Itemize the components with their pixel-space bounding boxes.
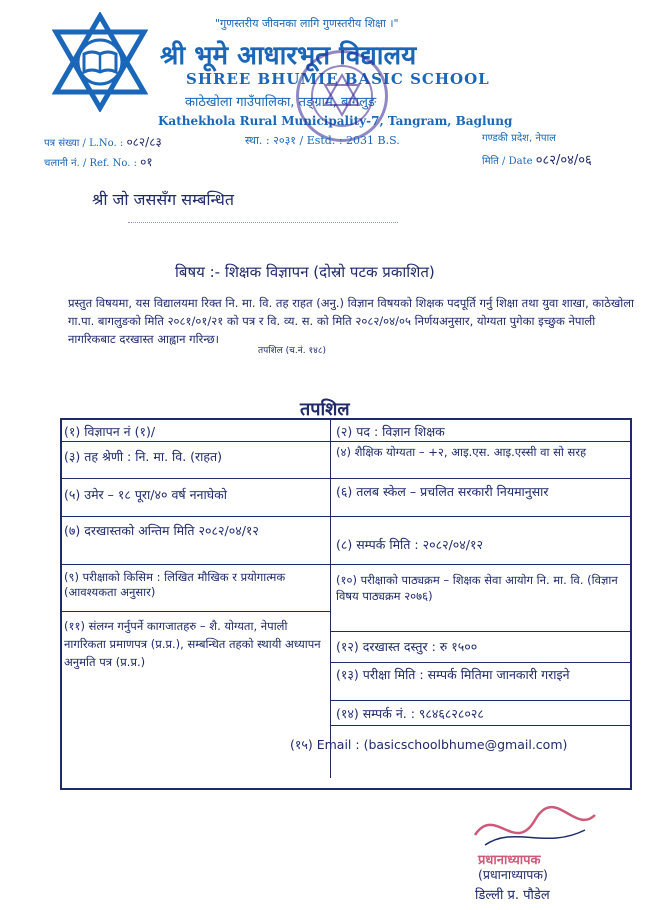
row-divider [330,631,630,632]
row-divider [330,725,630,726]
table-cell: (१०) परीक्षाको पाठ्यक्रम – शिक्षक सेवा आयोग नि. मा. वि. (विज्ञान विषय पाठ्यक्रम २०७६) [336,573,618,603]
date-line [482,150,592,168]
table-cell: (५) उमेर – १८ पूरा/४० वर्ष ननाघेको [64,487,227,502]
established-year: स्था. : २०३१ / Estd. : 2031 B.S. [245,134,400,147]
table-cell: (१४) सम्पर्क नं. : ९८४६८२८०२८ [336,706,484,721]
row-divider [60,611,330,612]
date-label: मिति / Date [482,156,533,167]
row-divider [60,478,630,479]
school-name-nepali: श्री भूमे आधारभूत विद्यालय [160,41,417,71]
row-divider [330,700,630,701]
body-note: तपशिल (च.नं. १४८) [258,346,327,356]
principal-role: (प्रधानाध्यापक) [478,867,548,882]
principal-stamp-title: प्रधानाध्यापक [478,853,541,868]
addressee: श्री जो जससँग सम्बन्धित [92,190,234,209]
table-cell: (२) पद : विज्ञान शिक्षक [336,424,445,439]
subject-line: बिषय :- शिक्षक विज्ञापन (दोस्रो पटक प्रकाशित) [175,263,435,281]
school-logo-icon [52,12,148,112]
table-cell: (१३) परीक्षा मिति : सम्पर्क मितिमा जानकारी गराइने [336,667,570,682]
address-english: Kathekhola Rural Municipality-7, Tangram, Baglung [158,114,513,128]
seal-icon [299,53,385,139]
table-cell: (८) सम्पर्क मिति : २०८२/०४/१२ [336,537,483,552]
table-cell: (१) विज्ञापन नं (१)/ [64,424,156,439]
reference-block [44,133,162,173]
table-heading: तपशिल [300,399,350,420]
province: गण्डकी प्रदेश, नेपाल [482,133,556,144]
details-table [60,418,632,790]
table-cell: (१२) दरखास्त दस्तुर : रु १५०० [336,639,478,654]
row-divider [60,516,630,517]
motto: "गुणस्तरीय जीवनका लागि गुणस्तरीय शिक्षा ।" [215,17,399,30]
row-divider [60,564,630,565]
principal-name: डिल्ली प्र. पौडेल [475,888,550,903]
column-divider [330,418,331,778]
table-cell: (१५) Email : (basicschoolbhume@gmail.com) [290,737,568,752]
dotted-line [128,216,398,223]
table-cell: (७) दरखास्तको अन्तिम मिति २०८२/०४/१२ [64,523,259,538]
date-value: ०८२/०४/०६ [535,153,592,168]
letter-body [68,294,640,356]
body-text: प्रस्तुत विषयमा, यस विद्यालयमा रिक्त नि. मा. वि. तह राहत (अनु.) विज्ञान विषयको शिक्षक पदपूर्ति गर्नु शिक्षा तथा युवा शाखा, काठेखोला गा.पा. बागलुङको मिति २०८१/०१/२१ को पत्र र वि. व्य. स. को मिति २०८२/०४/०५ निर्णयअनुसार, योग्यता पुगेका इच्छुक नेपाली नागरिकबाट दरखास्त आह्वान गरिन्छ। [68,296,635,346]
table-cell: (११) संलग्न गर्नुपर्ने कागजातहरु – शै. योग्यता, नेपाली नागरिकता प्रमाणपत्र (प्र.प्र.), सम्बन्धित तहको स्थायी अध्यापन अनुमति पत्र (प्र.प्र.) [64,619,321,669]
school-seal-stamp [296,50,388,142]
row-divider [60,441,630,442]
letter-no-value: ०८२/८३ [126,135,162,149]
table-cell: (३) तह श्रेणी : नि. मा. वि. (राहत) [64,449,223,464]
ref-no-value: ०१ [140,155,153,169]
table-cell: (४) शैक्षिक योग्यता – +२, आइ.एस. आइ.एस्सी वा सो सरह [336,445,587,459]
row-divider [330,662,630,663]
letter-no-label: पत्र संख्या / L.No. : [44,138,124,149]
school-name-english: SHREE BHUMIE BASIC SCHOOL [186,70,490,88]
ref-no-label: चलानी नं. / Ref. No. : [44,158,137,169]
table-cell: (९) परीक्षाको किसिम : लिखित मौखिक र प्रयोगात्मक (आवश्यकता अनुसार) [64,570,286,599]
address-nepali: काठेखोला गाउँपालिका, तङ्ग्राम, बागलुङ [185,95,377,110]
table-cell: (६) तलब स्केल – प्रचलित सरकारी नियमानुसार [336,484,549,499]
